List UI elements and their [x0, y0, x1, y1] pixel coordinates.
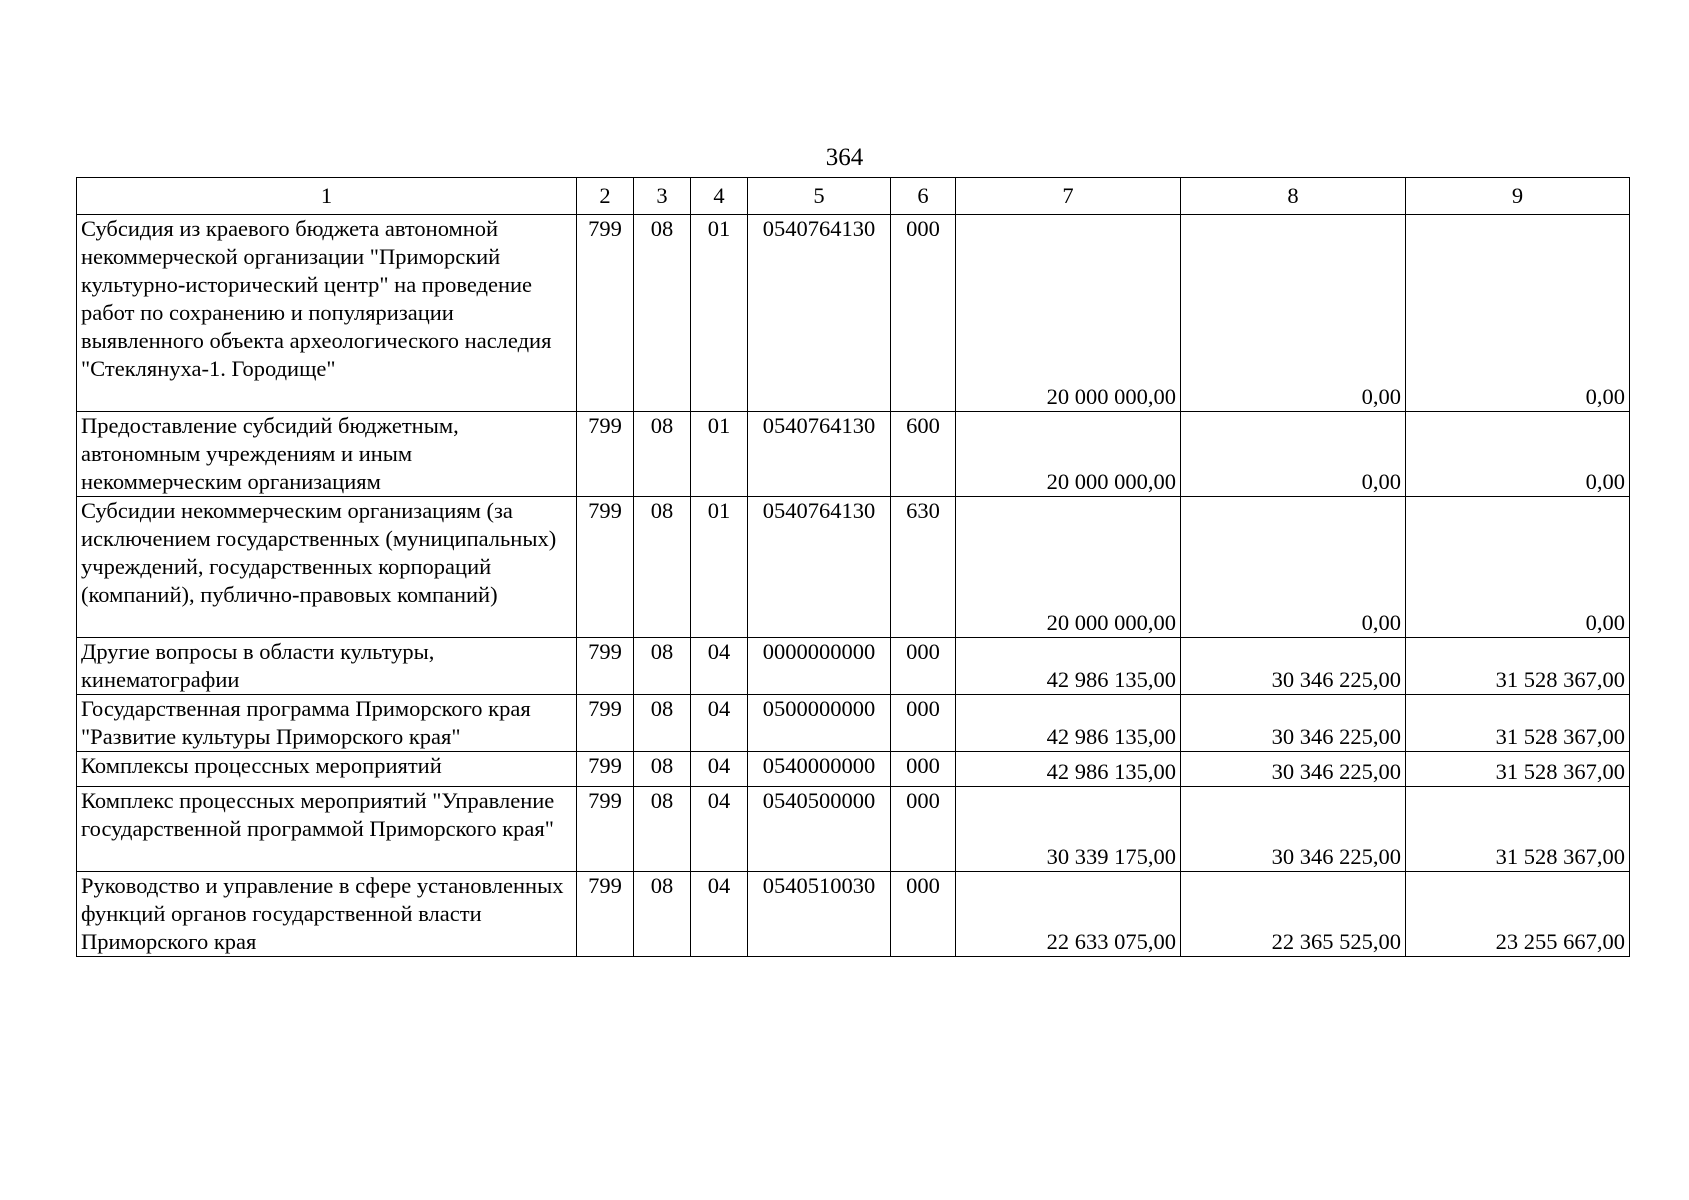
- amount-col7-cell: 42 986 135,00: [956, 695, 1181, 752]
- amount-col7-cell: 42 986 135,00: [956, 638, 1181, 695]
- subsection-code-cell: 01: [691, 215, 748, 412]
- table-row: [77, 638, 1630, 695]
- amount-col9-cell: 31 528 367,00: [1406, 695, 1630, 752]
- row-name-cell: Другие вопросы в области культуры, кинематографии: [77, 638, 577, 695]
- amount-col9-cell: 23 255 667,00: [1406, 872, 1630, 957]
- row-name-cell: Руководство и управление в сфере установленных функций органов государственной власти Приморского края: [77, 872, 577, 957]
- amount-col9-cell: 0,00: [1406, 412, 1630, 497]
- expense-type-cell: 000: [891, 752, 956, 787]
- amount-col9-cell: 0,00: [1406, 215, 1630, 412]
- ministry-code-cell: 799: [577, 787, 634, 872]
- column-header: 7: [956, 178, 1181, 215]
- subsection-code-cell: 01: [691, 412, 748, 497]
- table-row: [77, 695, 1630, 752]
- expense-type-cell: 000: [891, 787, 956, 872]
- subsection-code-cell: 04: [691, 638, 748, 695]
- target-article-cell: 0540764130: [748, 215, 891, 412]
- row-name-cell: Комплекс процессных мероприятий "Управление государственной программой Приморского края": [77, 787, 577, 872]
- amount-col8-cell: 30 346 225,00: [1181, 787, 1406, 872]
- section-code-cell: 08: [634, 638, 691, 695]
- column-header: 5: [748, 178, 891, 215]
- subsection-code-cell: 04: [691, 752, 748, 787]
- column-header: 4: [691, 178, 748, 215]
- ministry-code-cell: 799: [577, 215, 634, 412]
- column-header: 8: [1181, 178, 1406, 215]
- ministry-code-cell: 799: [577, 638, 634, 695]
- expense-type-cell: 600: [891, 412, 956, 497]
- target-article-cell: 0540764130: [748, 497, 891, 638]
- amount-col7-cell: 22 633 075,00: [956, 872, 1181, 957]
- target-article-cell: 0540510030: [748, 872, 891, 957]
- amount-col8-cell: 22 365 525,00: [1181, 872, 1406, 957]
- ministry-code-cell: 799: [577, 752, 634, 787]
- expense-type-cell: 630: [891, 497, 956, 638]
- amount-col7-cell: 42 986 135,00: [956, 752, 1181, 787]
- budget-table: [76, 177, 1630, 957]
- amount-col8-cell: 0,00: [1181, 497, 1406, 638]
- target-article-cell: 0540500000: [748, 787, 891, 872]
- amount-col8-cell: 0,00: [1181, 412, 1406, 497]
- ministry-code-cell: 799: [577, 695, 634, 752]
- row-name-cell: Комплексы процессных мероприятий: [77, 752, 577, 787]
- amount-col7-cell: 20 000 000,00: [956, 497, 1181, 638]
- amount-col8-cell: 0,00: [1181, 215, 1406, 412]
- section-code-cell: 08: [634, 215, 691, 412]
- column-header: 9: [1406, 178, 1630, 215]
- column-header: 6: [891, 178, 956, 215]
- expense-type-cell: 000: [891, 695, 956, 752]
- amount-col8-cell: 30 346 225,00: [1181, 638, 1406, 695]
- amount-col7-cell: 30 339 175,00: [956, 787, 1181, 872]
- target-article-cell: 0000000000: [748, 638, 891, 695]
- row-name-cell: Субсидия из краевого бюджета автономной некоммерческой организации "Приморский культурно-исторический центр" на проведение работ по сохранению и популяризации выявленного объекта археологического наследия "Стеклянуха-1. Городище": [77, 215, 577, 412]
- row-name-cell: Предоставление субсидий бюджетным, автономным учреждениям и иным некоммерческим организациям: [77, 412, 577, 497]
- target-article-cell: 0540000000: [748, 752, 891, 787]
- expense-type-cell: 000: [891, 215, 956, 412]
- table-row: [77, 497, 1630, 638]
- table-row: [77, 752, 1630, 787]
- row-name-cell: Государственная программа Приморского края "Развитие культуры Приморского края": [77, 695, 577, 752]
- subsection-code-cell: 04: [691, 787, 748, 872]
- table-row: [77, 872, 1630, 957]
- subsection-code-cell: 04: [691, 872, 748, 957]
- amount-col9-cell: 31 528 367,00: [1406, 787, 1630, 872]
- column-header: 2: [577, 178, 634, 215]
- expense-type-cell: 000: [891, 872, 956, 957]
- amount-col7-cell: 20 000 000,00: [956, 215, 1181, 412]
- section-code-cell: 08: [634, 412, 691, 497]
- amount-col8-cell: 30 346 225,00: [1181, 752, 1406, 787]
- ministry-code-cell: 799: [577, 412, 634, 497]
- subsection-code-cell: 04: [691, 695, 748, 752]
- section-code-cell: 08: [634, 752, 691, 787]
- amount-col7-cell: 20 000 000,00: [956, 412, 1181, 497]
- table-row: [77, 787, 1630, 872]
- ministry-code-cell: 799: [577, 497, 634, 638]
- ministry-code-cell: 799: [577, 872, 634, 957]
- amount-col9-cell: 31 528 367,00: [1406, 638, 1630, 695]
- section-code-cell: 08: [634, 695, 691, 752]
- page-number: 364: [825, 144, 864, 171]
- amount-col9-cell: 0,00: [1406, 497, 1630, 638]
- section-code-cell: 08: [634, 497, 691, 638]
- target-article-cell: 0540764130: [748, 412, 891, 497]
- target-article-cell: 0500000000: [748, 695, 891, 752]
- table-row: [77, 412, 1630, 497]
- subsection-code-cell: 01: [691, 497, 748, 638]
- section-code-cell: 08: [634, 872, 691, 957]
- table-row: [77, 215, 1630, 412]
- section-code-cell: 08: [634, 787, 691, 872]
- column-header: 1: [77, 178, 577, 215]
- expense-type-cell: 000: [891, 638, 956, 695]
- amount-col8-cell: 30 346 225,00: [1181, 695, 1406, 752]
- row-name-cell: Субсидии некоммерческим организациям (за исключением государственных (муниципальных) учреждений, государственных корпораций (компаний), публично-правовых компаний): [77, 497, 577, 638]
- header-row: [77, 178, 1630, 215]
- amount-col9-cell: 31 528 367,00: [1406, 752, 1630, 787]
- column-header: 3: [634, 178, 691, 215]
